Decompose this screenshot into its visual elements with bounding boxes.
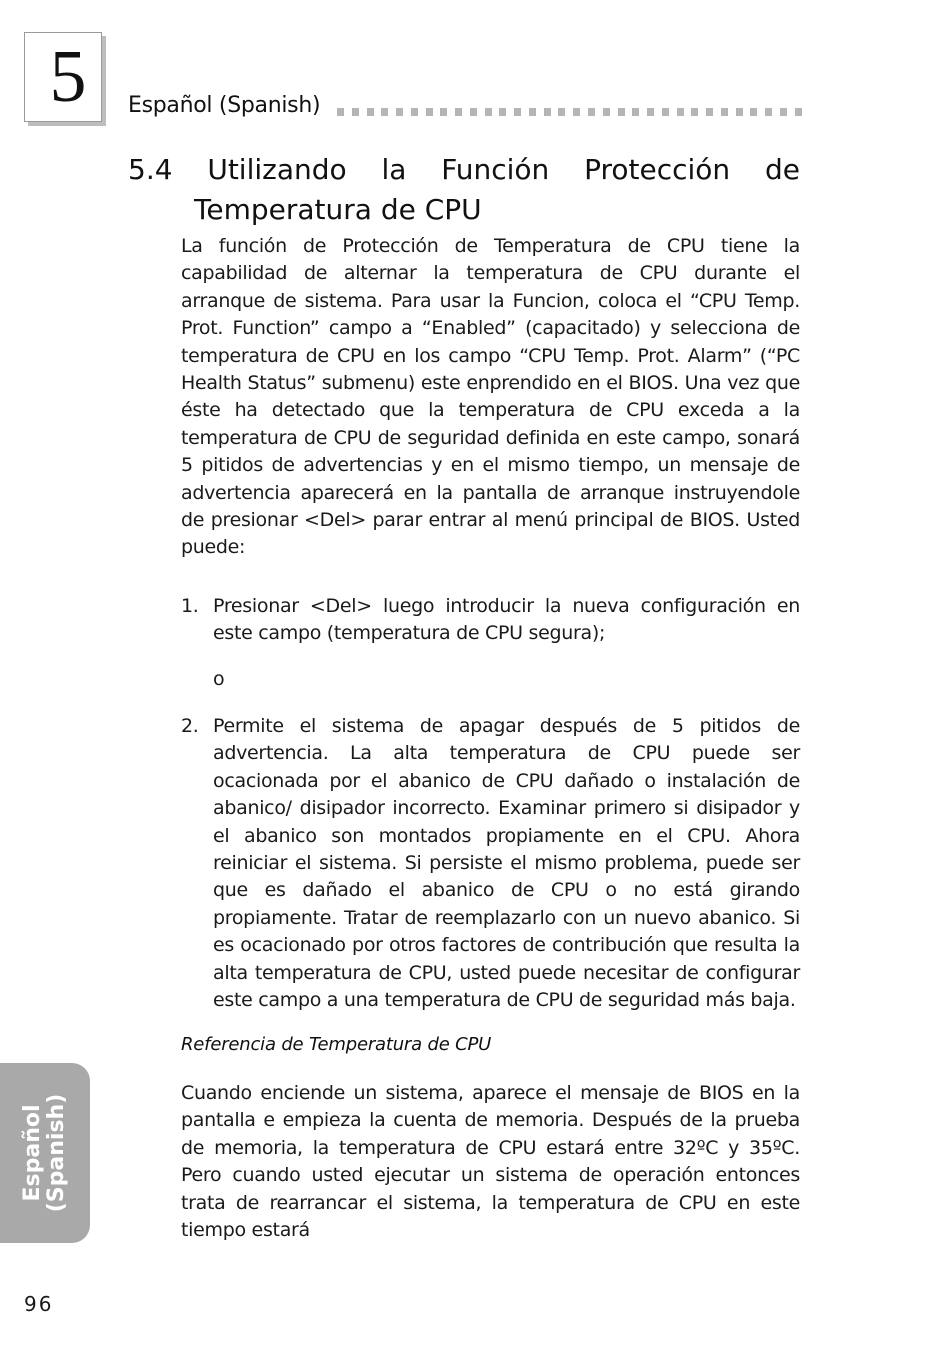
rule-dot (470, 108, 477, 116)
subheading: Referencia de Temperatura de CPU (181, 1034, 492, 1055)
list-item-text: Presionar <Del> luego introducir la nueva configuración en este campo (temperatura de CPU segura); (213, 595, 800, 645)
section-number: 5.4 (128, 153, 173, 186)
side-tab-line2: (Spanish) (44, 1093, 69, 1213)
rule-dot (337, 108, 344, 116)
rule-dot (411, 108, 418, 116)
chapter-number-box (24, 32, 102, 122)
rule-dot (750, 108, 757, 116)
rule-dot (396, 108, 403, 116)
side-tab-label (21, 1094, 69, 1213)
title-word: la (381, 153, 407, 186)
list-item (181, 713, 800, 1014)
title-word: Utilizando (207, 153, 347, 186)
rule-dot (765, 108, 772, 116)
rule-dot (647, 108, 654, 116)
chapter-number: 5 (49, 36, 87, 118)
rule-dot (588, 108, 595, 116)
title-word: de (764, 153, 800, 186)
rule-dot (691, 108, 698, 116)
language-header: Español (Spanish) (128, 93, 321, 118)
rule-dot (426, 108, 433, 116)
header-dotted-rule (337, 108, 802, 118)
rule-dot (632, 108, 639, 116)
rule-dot (352, 108, 359, 116)
rule-dot (514, 108, 521, 116)
rule-dot (440, 108, 447, 116)
title-word: Protección (584, 153, 731, 186)
rule-dot (558, 108, 565, 116)
reference-paragraph: Cuando enciende un sistema, aparece el mensaje de BIOS en la pantalla e empieza la cuenta de memoria. Después de la prueba de memoria, la temperatura de CPU estará entre 32ºC y 35ºC. Pero cuando usted ejecutar un sistema de operación entonces trata de rearrancar el sistema, la temperatura de CPU en este tiempo estará (181, 1082, 800, 1242)
intro-paragraph: La función de Protección de Temperatura de CPU tiene la capabilidad de alternar la temperatura de CPU durante el arranque de sistema. Para usar la Funcion, coloca el “CPU Temp. Prot. Function” campo a “Enabled” (capacitado) y selecciona de temperatura de CPU en los campo “CPU Temp. Prot. Alarm” (“PC Health Status” submenu) este enprendido en el BIOS. Una vez que éste ha detectado que la temperatura de CPU exceda a la temperatura de CPU de seguridad definida en este campo, sonará 5 pitidos de advertencias y en el mismo tiempo, un mensaje de advertencia aparecerá en la pantalla de arranque instruyendole de presionar <Del> parar entrar al menú principal de BIOS. Usted puede: (181, 235, 800, 559)
page-number: 96 (24, 1292, 54, 1316)
rule-dot (603, 108, 610, 116)
list-item-text: Permite el sistema de apagar después de 5 pitidos de advertencia. La alta temperatura de CPU puede ser ocacionada por el abanico de CPU dañado o instalación de abanico/ disipador incorrecto. Examinar primero si disipador y el abanico son montados propiamente en el CPU. Ahora reiniciar el sistema. Si persiste el mismo problema, puede ser que es dañado el abanico de CPU o no está girando propiamente. Tratar de reemplazarlo con un nuevo abanico. Si es ocacionado por otros factores de contribución que resulta la alta temperatura de CPU, usted puede necesitar de configurar este campo a una temperatura de CPU de seguridad más baja. (213, 715, 800, 1012)
rule-dot (721, 108, 728, 116)
rule-dot (795, 108, 802, 116)
rule-dot (485, 108, 492, 116)
rule-dot (367, 108, 374, 116)
rule-dot (780, 108, 787, 116)
rule-dot (544, 108, 551, 116)
list-item-number: 1. (181, 595, 199, 617)
rule-dot (499, 108, 506, 116)
rule-dot (618, 108, 625, 116)
rule-dot (677, 108, 684, 116)
rule-dot (706, 108, 713, 116)
rule-dot (662, 108, 669, 116)
section-title-line2: Temperatura de CPU (194, 193, 482, 226)
title-word: Función (441, 153, 550, 186)
rule-dot (573, 108, 580, 116)
language-side-tab (0, 1063, 90, 1243)
list-item-number: 2. (181, 715, 199, 737)
side-tab-line1: Español (20, 1104, 45, 1202)
list-item (181, 593, 800, 648)
rule-dot (381, 108, 388, 116)
rule-dot (529, 108, 536, 116)
or-separator: o (213, 668, 225, 690)
rule-dot (736, 108, 743, 116)
rule-dot (455, 108, 462, 116)
section-title (128, 150, 800, 230)
